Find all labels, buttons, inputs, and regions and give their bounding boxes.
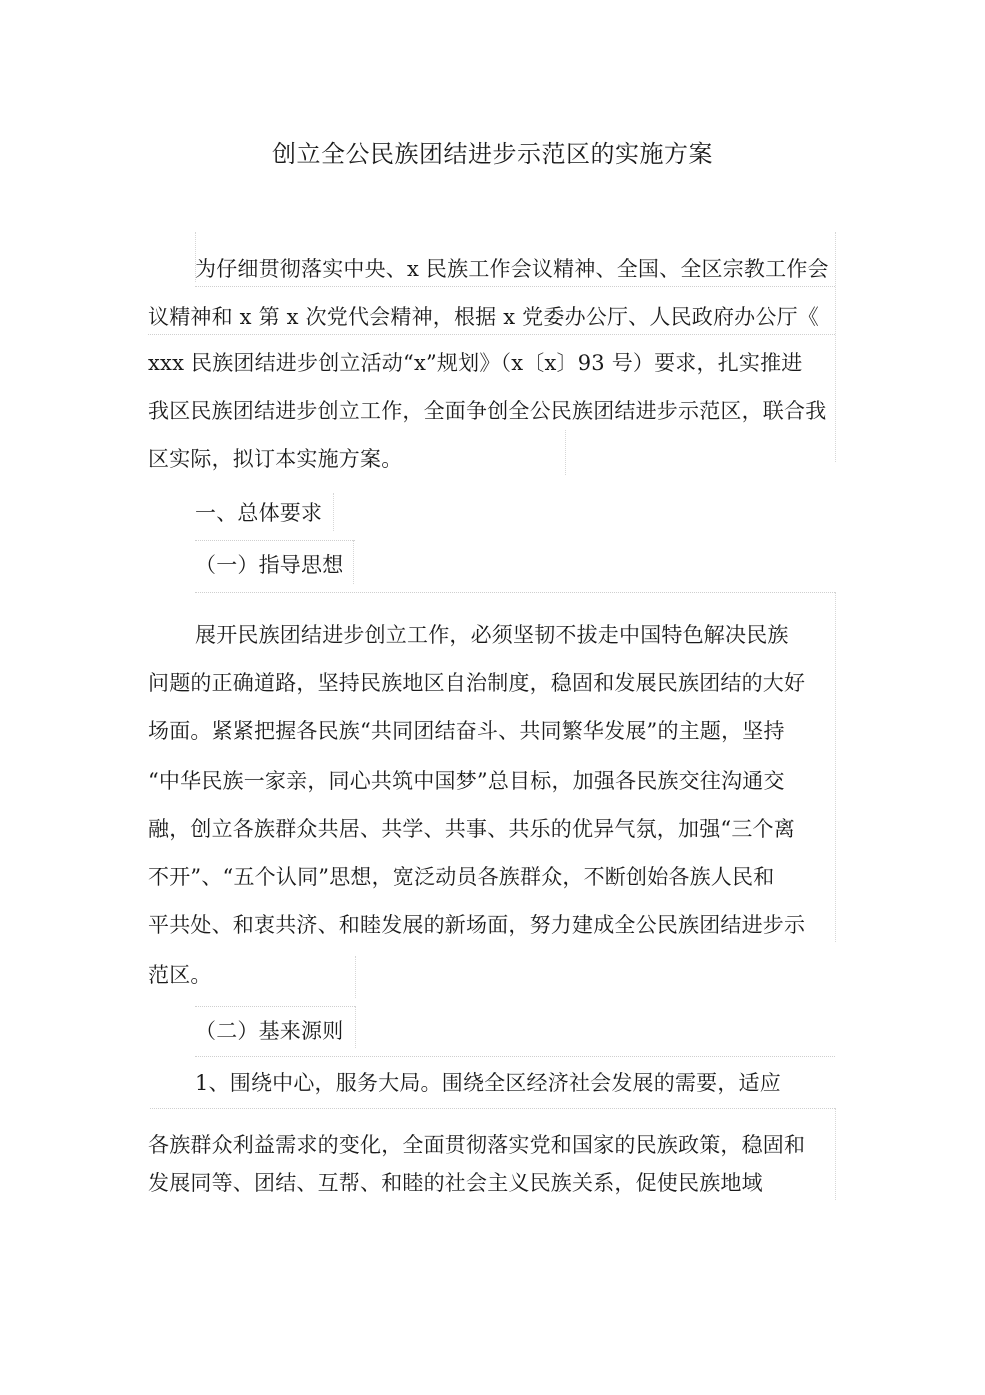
scan-guide-line bbox=[150, 1108, 835, 1109]
principle-line: 各族群众利益需求的变化，全面贯彻落实党和国家的民族政策，稳固和 bbox=[148, 1133, 806, 1157]
intro-line: 我区民族团结进步创立工作，全面争创全公民族团结进步示范区，联合我 bbox=[148, 399, 827, 423]
intro-line: 为仔细贯彻落实中央、x 民族工作会议精神、全国、全区宗教工作会 bbox=[195, 257, 829, 281]
guiding-line: 平共处、和衷共济、和睦发展的新场面，努力建成全公民族团结进步示 bbox=[148, 913, 806, 937]
principle-line: 发展同等、团结、互帮、和睦的社会主义民族关系，促使民族地域 bbox=[148, 1171, 763, 1195]
scan-guide-line bbox=[835, 592, 836, 942]
guiding-line: 融，创立各族群众共居、共学、共事、共乐的优异气氛，加强“三个离 bbox=[148, 817, 795, 841]
guiding-line: “中华民族一家亲，同心共筑中国梦”总目标，加强各民族交往沟通交 bbox=[148, 769, 785, 793]
scan-guide-line bbox=[333, 493, 334, 531]
scan-guide-line bbox=[355, 1006, 356, 1048]
scan-guide-line bbox=[355, 956, 356, 998]
scan-guide-line bbox=[148, 334, 835, 335]
scan-guide-line bbox=[835, 1108, 836, 1200]
guiding-line: 不开”、“五个认同”思想，宽泛动员各族群众，不断创始各族人民和 bbox=[148, 865, 775, 889]
guiding-line: 场面。紧紧把握各民族“共同团结奋斗、共同繁华发展”的主题，坚持 bbox=[148, 719, 785, 743]
subsection-heading: （一）指导思想 bbox=[195, 553, 344, 577]
guiding-line: 问题的正确道路，坚持民族地区自治制度，稳固和发展民族团结的大好 bbox=[148, 671, 806, 695]
scan-guide-line bbox=[195, 1056, 835, 1057]
subsection-heading: （二）基来源则 bbox=[195, 1019, 344, 1043]
principle-line: 1、围绕中心，服务大局。围绕全区经济社会发展的需要，适应 bbox=[195, 1071, 781, 1095]
scan-guide-line bbox=[195, 286, 835, 287]
scan-guide-line bbox=[195, 540, 355, 541]
intro-line: xxx 民族团结进步创立活动“x”规划》（x〔x〕93 号）要求，扎实推进 bbox=[148, 351, 803, 375]
scan-guide-line bbox=[353, 540, 354, 584]
document-title: 创立全公民族团结进步示范区的实施方案 bbox=[272, 140, 713, 168]
scan-guide-line bbox=[835, 232, 836, 462]
scan-guide-line bbox=[195, 592, 835, 593]
intro-line: 议精神和 x 第 x 次党代会精神，根据 x 党委办公厅、人民政府办公厅《 bbox=[148, 305, 819, 329]
guiding-line: 展开民族团结进步创立工作，必须坚韧不拔走中国特色解决民族 bbox=[195, 623, 789, 647]
guiding-line: 范区。 bbox=[148, 963, 212, 987]
intro-line: 区实际，拟订本实施方案。 bbox=[148, 447, 403, 471]
scan-guide-line bbox=[195, 1006, 355, 1007]
section-heading: 一、总体要求 bbox=[195, 501, 323, 525]
scan-guide-line bbox=[565, 430, 566, 475]
